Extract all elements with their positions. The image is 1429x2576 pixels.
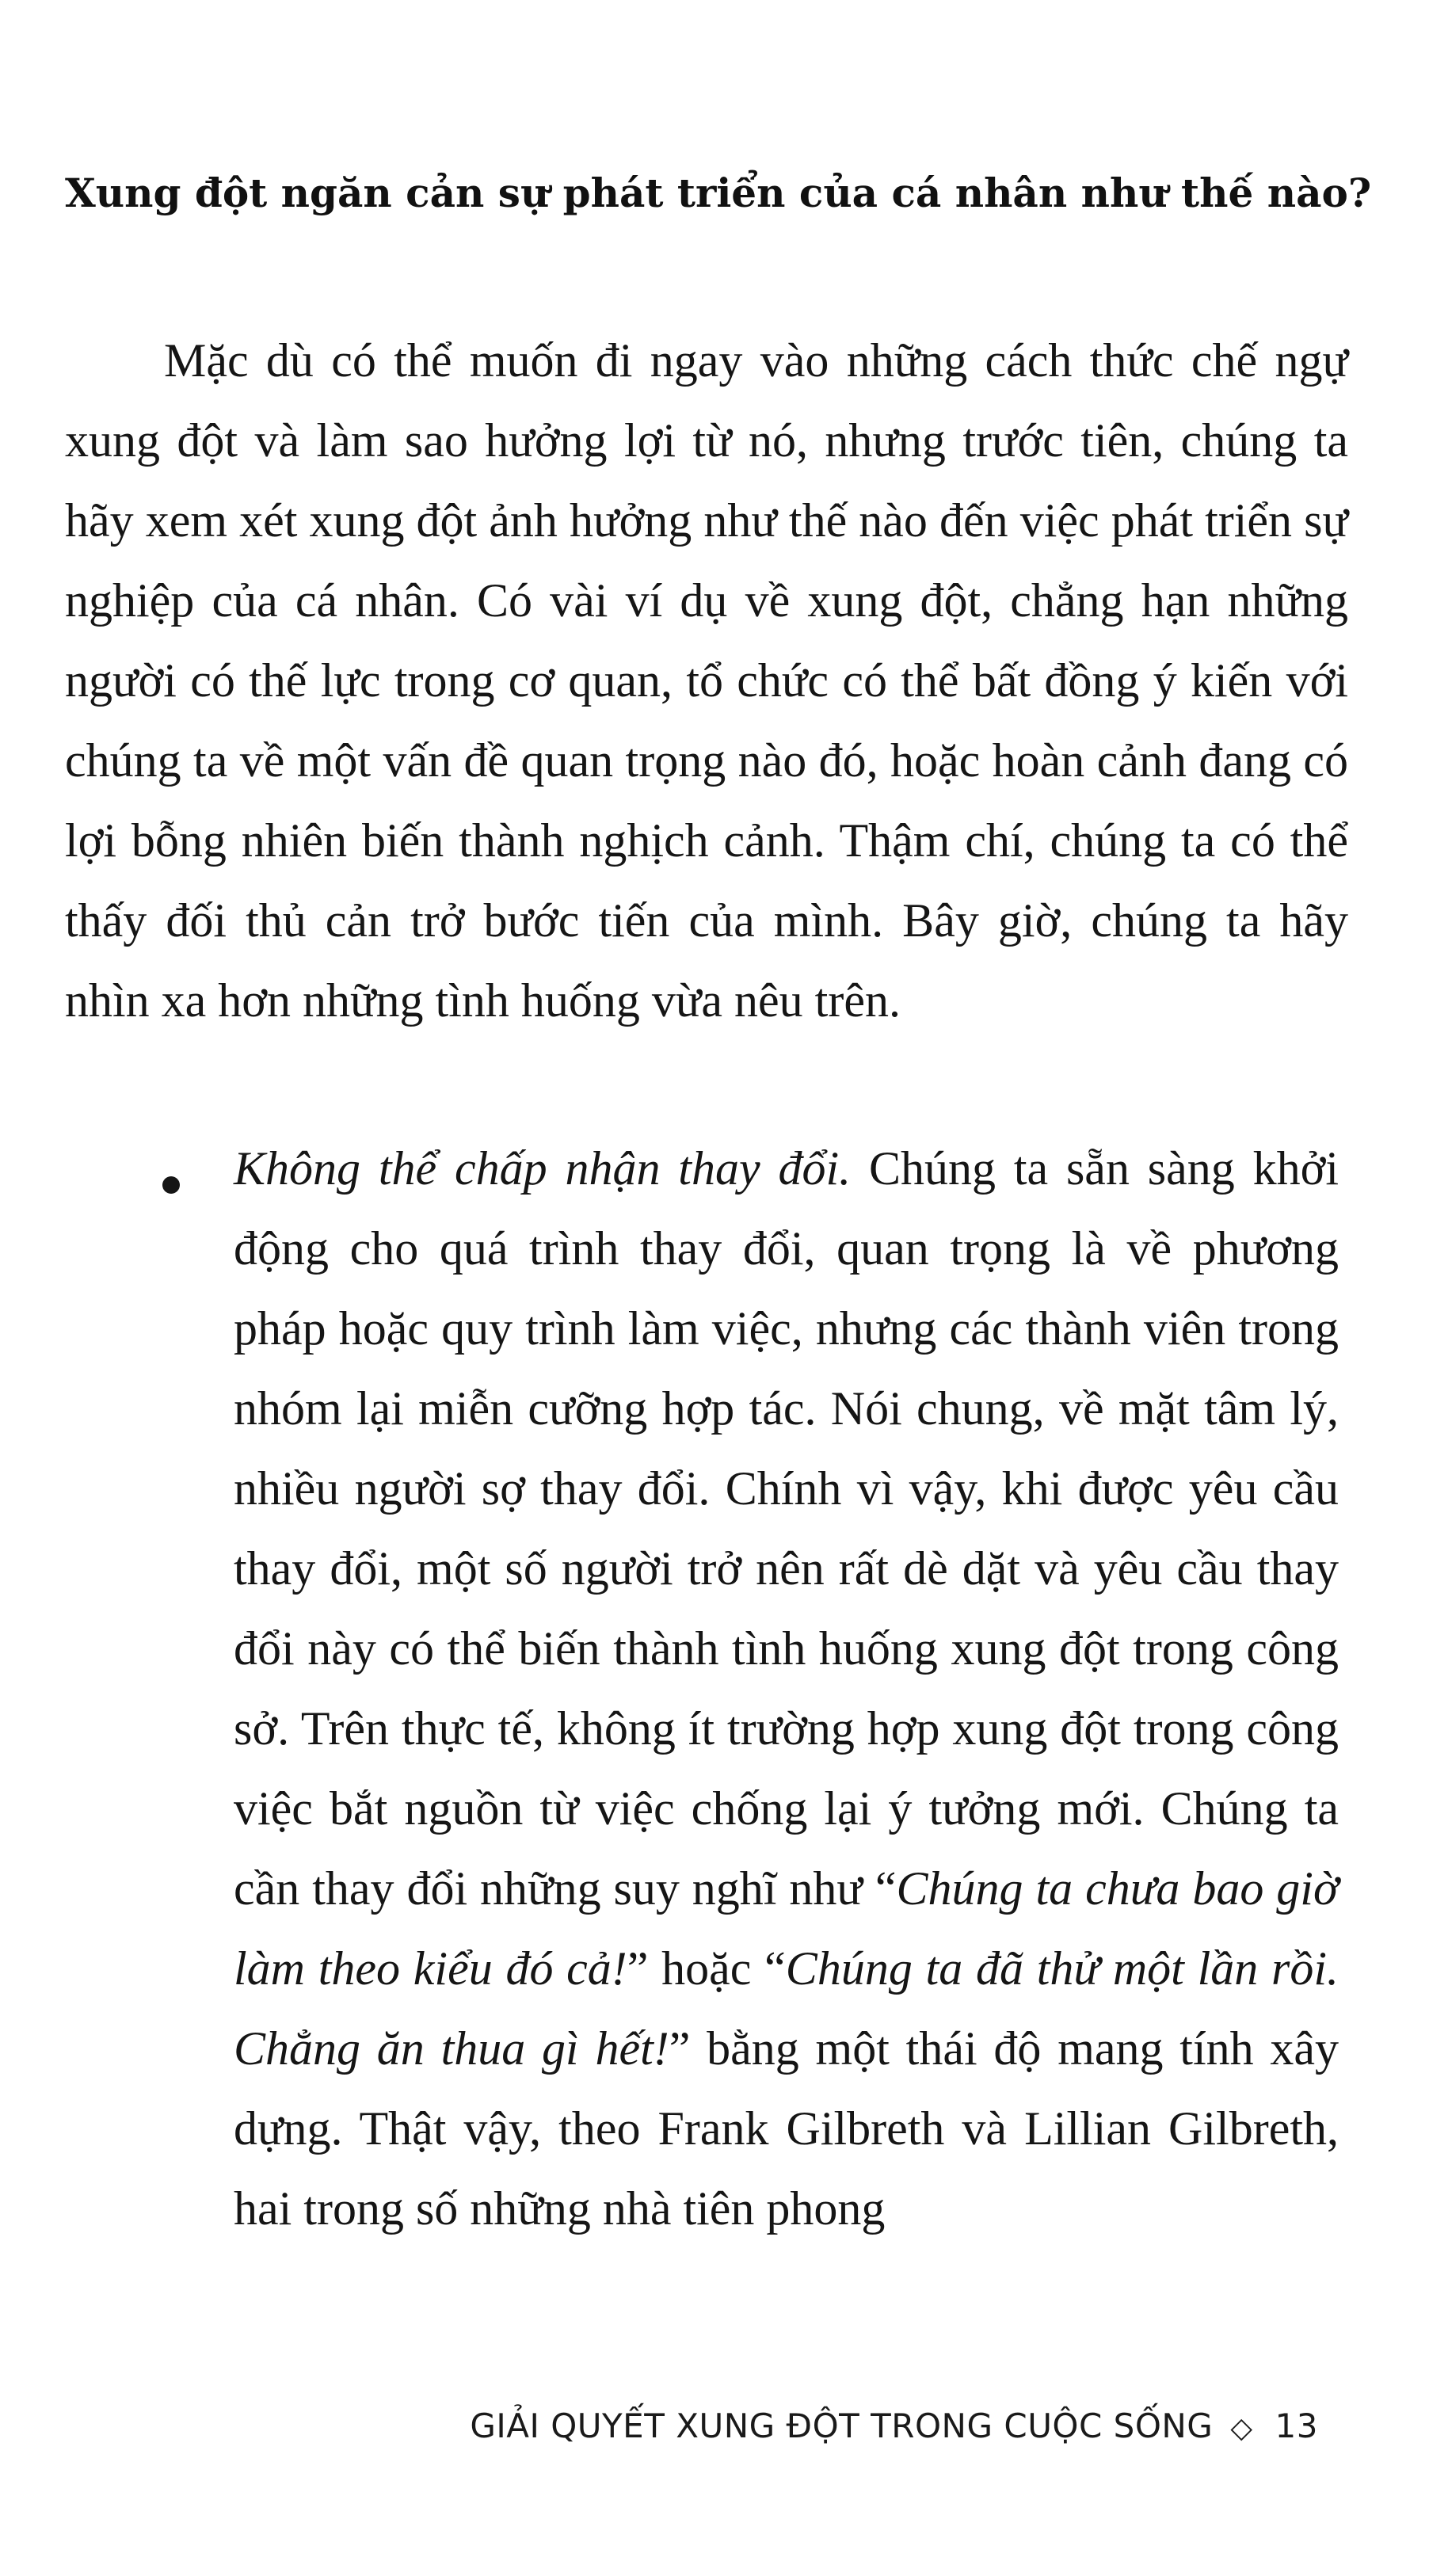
bullet-title: Không thể chấp nhận thay đổi. — [234, 1142, 852, 1195]
bullet-text-3: ” bằng một thái độ mang tính xây dựng. Thật vậy, theo Frank Gilbreth và Lillian Gilbreth, hai trong số những nhà tiên phong — [234, 2022, 1339, 2235]
page-number: 13 — [1275, 2406, 1318, 2445]
page-footer — [470, 2406, 1318, 2445]
bullet-text-1: Chúng ta sẵn sàng khởi động cho quá trình thay đổi, quan trọng là về phương pháp hoặc quy trình làm việc, nhưng các thành viên trong nhóm lại miễn cưỡng hợp tác. Nói chung, về mặt tâm lý, nhiều người sợ thay đổi. Chính vì vậy, khi được yêu cầu thay đổi, một số người trở nên rất dè dặt và yêu cầu thay đổi này có thể biến thành tình huống xung đột trong công sở. Trên thực tế, không ít trường hợp xung đột trong công việc bắt nguồn từ việc chống lại ý tưởng mới. Chúng ta cần thay đổi những suy nghĩ như “ — [234, 1142, 1339, 1915]
bullet-quote-1: Chúng ta chưa bao giờ làm theo kiểu đó cả! — [234, 1862, 1339, 1995]
intro-paragraph: Mặc dù có thể muốn đi ngay vào những cách thức chế ngự xung đột và làm sao hưởng lợi từ nó, nhưng trước tiên, chúng ta hãy xem xét xung đột ảnh hưởng như thế nào đến việc phát triển sự nghiệp của cá nhân. Có vài ví dụ về xung đột, chẳng hạn những người có thế lực trong cơ quan, tổ chức có thể bất đồng ý kiến với chúng ta về một vấn đề quan trọng nào đó, hoặc hoàn cảnh đang có lợi bỗng nhiên biến thành nghịch cảnh. Thậm chí, chúng ta có thể thấy đối thủ cản trở bước tiến của mình. Bây giờ, chúng ta hãy nhìn xa hơn những tình huống vừa nêu trên. — [65, 334, 1348, 1027]
bullet-dot — [162, 1176, 180, 1194]
diamond-icon: ◇ — [1230, 2412, 1253, 2445]
section-heading: Xung đột ngăn cản sự phát triển của cá nhân như thế nào? — [65, 170, 1372, 216]
bullet-text-2: ” hoặc “ — [627, 1942, 786, 1995]
footer-book-title: GIẢI QUYẾT XUNG ĐỘT TRONG CUỘC SỐNG — [470, 2406, 1214, 2445]
bullet-item — [234, 1129, 1339, 2249]
bullet-quote-2: Chúng ta đã thử một lần rồi. Chẳng ăn thua gì hết! — [234, 1942, 1339, 2075]
